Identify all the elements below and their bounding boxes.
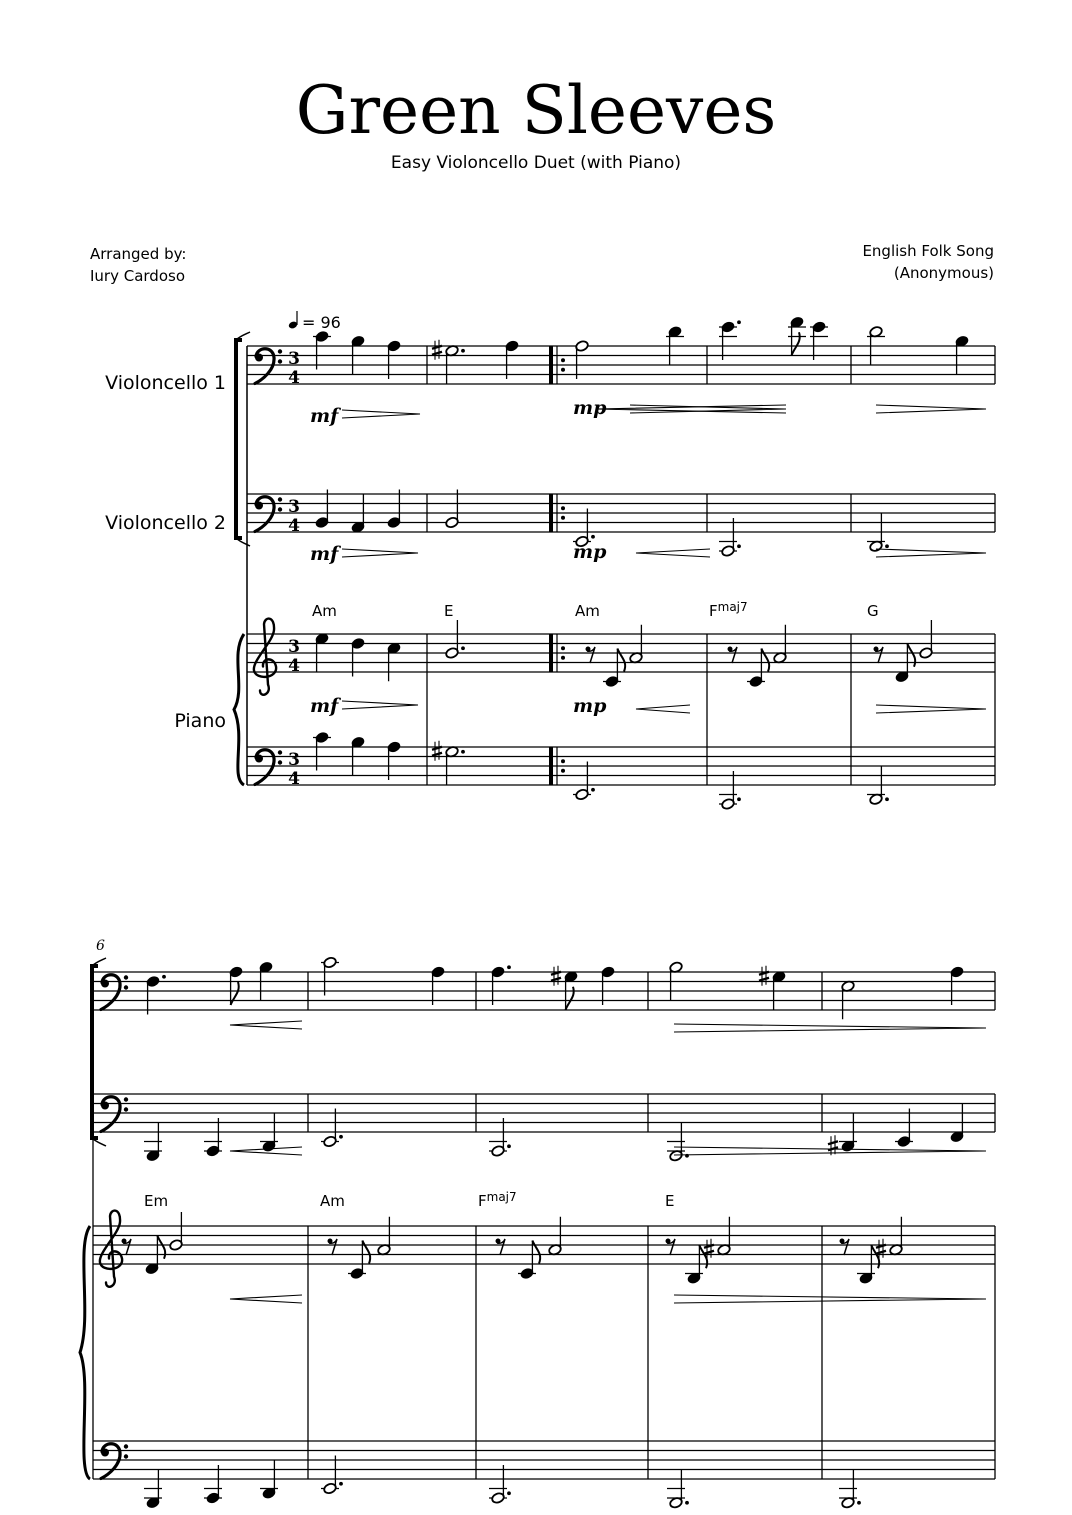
augmentation-dot	[857, 1501, 861, 1505]
note	[919, 620, 933, 659]
sharp-icon	[432, 741, 442, 761]
dynamic-mp: mp	[573, 695, 607, 717]
note	[704, 1217, 731, 1259]
note	[144, 1470, 162, 1509]
chord-root: F	[478, 1192, 487, 1210]
note	[603, 649, 625, 688]
note	[669, 961, 683, 1000]
bass-clef-dot	[255, 502, 263, 510]
note	[169, 1212, 183, 1251]
bass-clef-icon	[255, 349, 282, 384]
bass-clef-icon	[101, 975, 128, 1010]
sharp-stroke	[759, 978, 769, 981]
staff-system2-1	[93, 972, 995, 1010]
chord-symbol: G	[867, 602, 879, 620]
flag	[362, 1241, 370, 1264]
note	[895, 644, 915, 683]
note	[204, 1465, 222, 1504]
time-sig-top: 3	[288, 349, 300, 369]
bass-clef-icon	[255, 750, 282, 785]
dynamic-mf: mf	[310, 543, 339, 565]
note	[315, 490, 329, 529]
augmentation-dot	[507, 1491, 511, 1495]
bass-clef-dot	[124, 1444, 128, 1448]
sharp-icon	[432, 340, 442, 360]
bass-clef-icon	[255, 497, 282, 532]
note	[548, 1217, 562, 1256]
bass-clef-dot	[278, 760, 282, 764]
augmentation-dot	[461, 349, 465, 353]
note	[955, 335, 969, 374]
treble-clef-curve	[100, 1211, 122, 1287]
note	[204, 1118, 222, 1157]
time-sig-bottom: 4	[288, 368, 300, 388]
bass-clef-dot	[124, 985, 128, 989]
time-signature	[288, 750, 300, 789]
note	[315, 633, 329, 672]
note	[788, 316, 806, 355]
time-signature	[288, 637, 300, 676]
note	[145, 1236, 165, 1275]
tempo-value: = 96	[302, 313, 341, 332]
note	[260, 1460, 278, 1499]
augmentation-dot	[737, 544, 741, 548]
bass-clef-icon	[101, 1097, 128, 1132]
note	[321, 1109, 343, 1148]
note	[895, 1109, 913, 1148]
composer-label: English Folk Song	[862, 242, 994, 260]
note	[387, 642, 401, 681]
composer-name: (Anonymous)	[893, 264, 994, 282]
eighth-rest-icon	[586, 647, 596, 664]
note	[719, 771, 741, 810]
arranger-label: Arranged by:	[90, 245, 187, 263]
dynamic-mf: mf	[310, 405, 339, 427]
note	[719, 518, 741, 557]
note	[351, 335, 365, 374]
eighth-rest-icon	[728, 647, 738, 664]
bass-clef-dot	[101, 1102, 109, 1110]
decrescendo-hairpin	[342, 410, 420, 418]
flag	[907, 644, 915, 667]
staff-system1-1	[247, 346, 995, 384]
note	[518, 1241, 540, 1280]
note	[260, 1113, 278, 1152]
bracket-hook	[92, 1138, 106, 1146]
note	[377, 1217, 391, 1256]
augmentation-dot	[507, 965, 511, 969]
note	[667, 1470, 689, 1509]
note	[950, 1104, 964, 1143]
augmentation-dot	[591, 788, 595, 792]
eighth-rest-icon	[122, 1239, 132, 1256]
bass-clef-dot	[278, 497, 282, 501]
note	[747, 649, 769, 688]
note	[387, 741, 401, 780]
note	[575, 340, 589, 379]
sharp-stroke	[828, 1141, 838, 1144]
sharp-icon	[759, 966, 769, 986]
sharp-icon	[828, 1135, 838, 1155]
bass-clef-dot	[278, 359, 282, 363]
staff-group-bracket	[92, 966, 98, 1138]
time-sig-bottom: 4	[288, 516, 300, 536]
dynamic-mp: mp	[573, 541, 607, 563]
instrument-name-cello2: Violoncello 2	[105, 512, 226, 534]
augmentation-dot	[339, 1135, 343, 1139]
bass-clef-icon	[101, 1444, 128, 1479]
crescendo-hairpin	[636, 549, 710, 557]
dynamic-mf: mf	[310, 695, 339, 717]
time-sig-bottom: 4	[288, 656, 300, 676]
bass-clef-dot	[278, 507, 282, 511]
note	[505, 340, 519, 379]
chord-symbol	[478, 1190, 517, 1210]
augmentation-dot	[885, 544, 889, 548]
bass-clef-dot	[124, 1097, 128, 1101]
note	[857, 1245, 879, 1284]
time-sig-top: 3	[288, 497, 300, 517]
staff-group-bracket	[236, 340, 242, 538]
augmentation-dot	[591, 535, 595, 539]
chord-symbol: E	[665, 1192, 675, 1210]
flag	[157, 1236, 165, 1259]
flag	[699, 1245, 707, 1268]
note	[313, 731, 331, 770]
chord-extension: maj7	[717, 600, 748, 614]
note	[876, 1217, 903, 1259]
instrument-name-piano: Piano	[174, 710, 226, 732]
bass-clef-dot	[101, 980, 109, 988]
eighth-rest-icon	[666, 1239, 676, 1256]
augmentation-dot	[737, 320, 741, 324]
augmentation-dot	[339, 1482, 343, 1486]
note	[950, 966, 964, 1005]
note	[387, 340, 401, 379]
note	[629, 625, 643, 664]
note	[229, 966, 243, 1005]
decrescendo-hairpin	[674, 1295, 986, 1303]
decrescendo-hairpin	[876, 549, 986, 557]
measure-number: 6	[96, 938, 105, 954]
piano-brace	[80, 1226, 90, 1479]
flag	[532, 1241, 540, 1264]
time-signature	[288, 497, 300, 536]
piano-brace	[234, 634, 244, 785]
note	[839, 1470, 861, 1509]
score-title: Green Sleeves	[295, 72, 777, 149]
note	[387, 490, 401, 529]
note	[867, 513, 889, 552]
chord-symbol: E	[444, 602, 454, 620]
note	[773, 625, 787, 664]
flag	[231, 982, 239, 1005]
repeat-dot	[561, 656, 565, 660]
eighth-rest-icon	[328, 1239, 338, 1256]
treble-clef-curve	[254, 619, 276, 695]
note	[321, 956, 339, 995]
note	[841, 980, 855, 1019]
sharp-stroke	[704, 1251, 714, 1254]
decrescendo-hairpin	[876, 405, 986, 413]
time-sig-top: 3	[288, 637, 300, 657]
note	[313, 330, 331, 369]
repeat-dot	[561, 516, 565, 520]
repeat-dot	[561, 358, 565, 362]
note	[348, 1241, 370, 1280]
chord-symbol: Em	[144, 1192, 169, 1210]
eighth-rest-icon	[496, 1239, 506, 1256]
time-sig-bottom: 4	[288, 769, 300, 789]
bass-clef-dot	[278, 750, 282, 754]
decrescendo-hairpin	[342, 549, 418, 557]
note	[259, 961, 273, 1000]
bass-clef-dot	[124, 1454, 128, 1458]
sharp-stroke	[551, 978, 561, 981]
eighth-rest-icon	[840, 1239, 850, 1256]
time-sig-top: 3	[288, 750, 300, 770]
staff-system1-4	[247, 747, 995, 785]
treble-clef-icon	[254, 619, 276, 695]
repeat-dot	[561, 368, 565, 372]
treble-clef-icon	[100, 1211, 122, 1287]
staff-system2-4	[93, 1441, 995, 1479]
repeat-dot	[561, 646, 565, 650]
note	[666, 326, 684, 365]
bass-clef-dot	[255, 755, 263, 763]
chord-symbol	[709, 600, 748, 620]
note	[431, 966, 445, 1005]
bracket-hook	[92, 958, 106, 966]
note	[445, 490, 459, 529]
note	[867, 766, 889, 805]
decrescendo-hairpin	[674, 1024, 986, 1032]
decrescendo-hairpin	[342, 701, 418, 709]
decrescendo-hairpin	[876, 705, 986, 713]
note	[685, 1245, 707, 1284]
note	[491, 965, 511, 1005]
tempo-marking	[288, 311, 298, 330]
augmentation-dot	[685, 1501, 689, 1505]
bass-clef-dot	[255, 354, 263, 362]
note	[867, 326, 885, 365]
arranger-name: Iury Cardoso	[90, 267, 186, 285]
note	[810, 321, 828, 360]
staff-system2-2	[93, 1094, 995, 1132]
augmentation-dot	[507, 1144, 511, 1148]
note	[489, 1465, 511, 1504]
note	[351, 736, 365, 775]
dynamic-mp: mp	[573, 397, 607, 419]
crescendo-hairpin	[230, 1295, 302, 1303]
sharp-stroke	[876, 1251, 886, 1254]
note	[573, 762, 595, 801]
bass-clef-dot	[124, 1107, 128, 1111]
score-subtitle: Easy Violoncello Duet (with Piano)	[390, 153, 682, 173]
bass-clef-dot	[124, 975, 128, 979]
note	[351, 637, 365, 676]
augmentation-dot	[461, 646, 465, 650]
decrescendo-hairpin	[674, 1147, 986, 1155]
bass-clef-dot	[278, 349, 282, 353]
flag	[566, 987, 574, 1010]
flag	[871, 1245, 879, 1268]
note	[351, 494, 365, 533]
sharp-stroke	[432, 352, 442, 355]
chord-symbol: Am	[320, 1192, 345, 1210]
chord-symbol: Am	[575, 602, 600, 620]
sharp-icon	[551, 966, 561, 986]
sharp-stroke	[432, 753, 442, 756]
repeat-dot	[561, 769, 565, 773]
bracket-hook	[236, 332, 250, 340]
eighth-rest-icon	[874, 647, 884, 664]
chord-symbol: Am	[312, 602, 337, 620]
repeat-dot	[561, 759, 565, 763]
note	[321, 1456, 343, 1495]
instrument-name-cello1: Violoncello 1	[105, 372, 226, 394]
note	[146, 975, 166, 1015]
augmentation-dot	[461, 750, 465, 754]
augmentation-dot	[162, 975, 166, 979]
bracket-hook	[236, 538, 250, 546]
flag	[761, 649, 769, 672]
crescendo-hairpin	[230, 1021, 302, 1029]
chord-extension: maj7	[486, 1190, 517, 1204]
crescendo-hairpin	[636, 705, 690, 713]
flag	[792, 332, 800, 355]
note	[489, 1118, 511, 1157]
augmentation-dot	[885, 797, 889, 801]
augmentation-dot	[737, 797, 741, 801]
bass-clef-dot	[101, 1449, 109, 1457]
time-signature	[288, 349, 300, 388]
chord-root: F	[709, 602, 718, 620]
note	[601, 966, 615, 1005]
note	[719, 320, 741, 360]
note	[667, 1123, 689, 1162]
repeat-dot	[561, 506, 565, 510]
note	[144, 1123, 162, 1162]
staff-system2-3	[93, 1226, 995, 1264]
flag	[617, 649, 625, 672]
